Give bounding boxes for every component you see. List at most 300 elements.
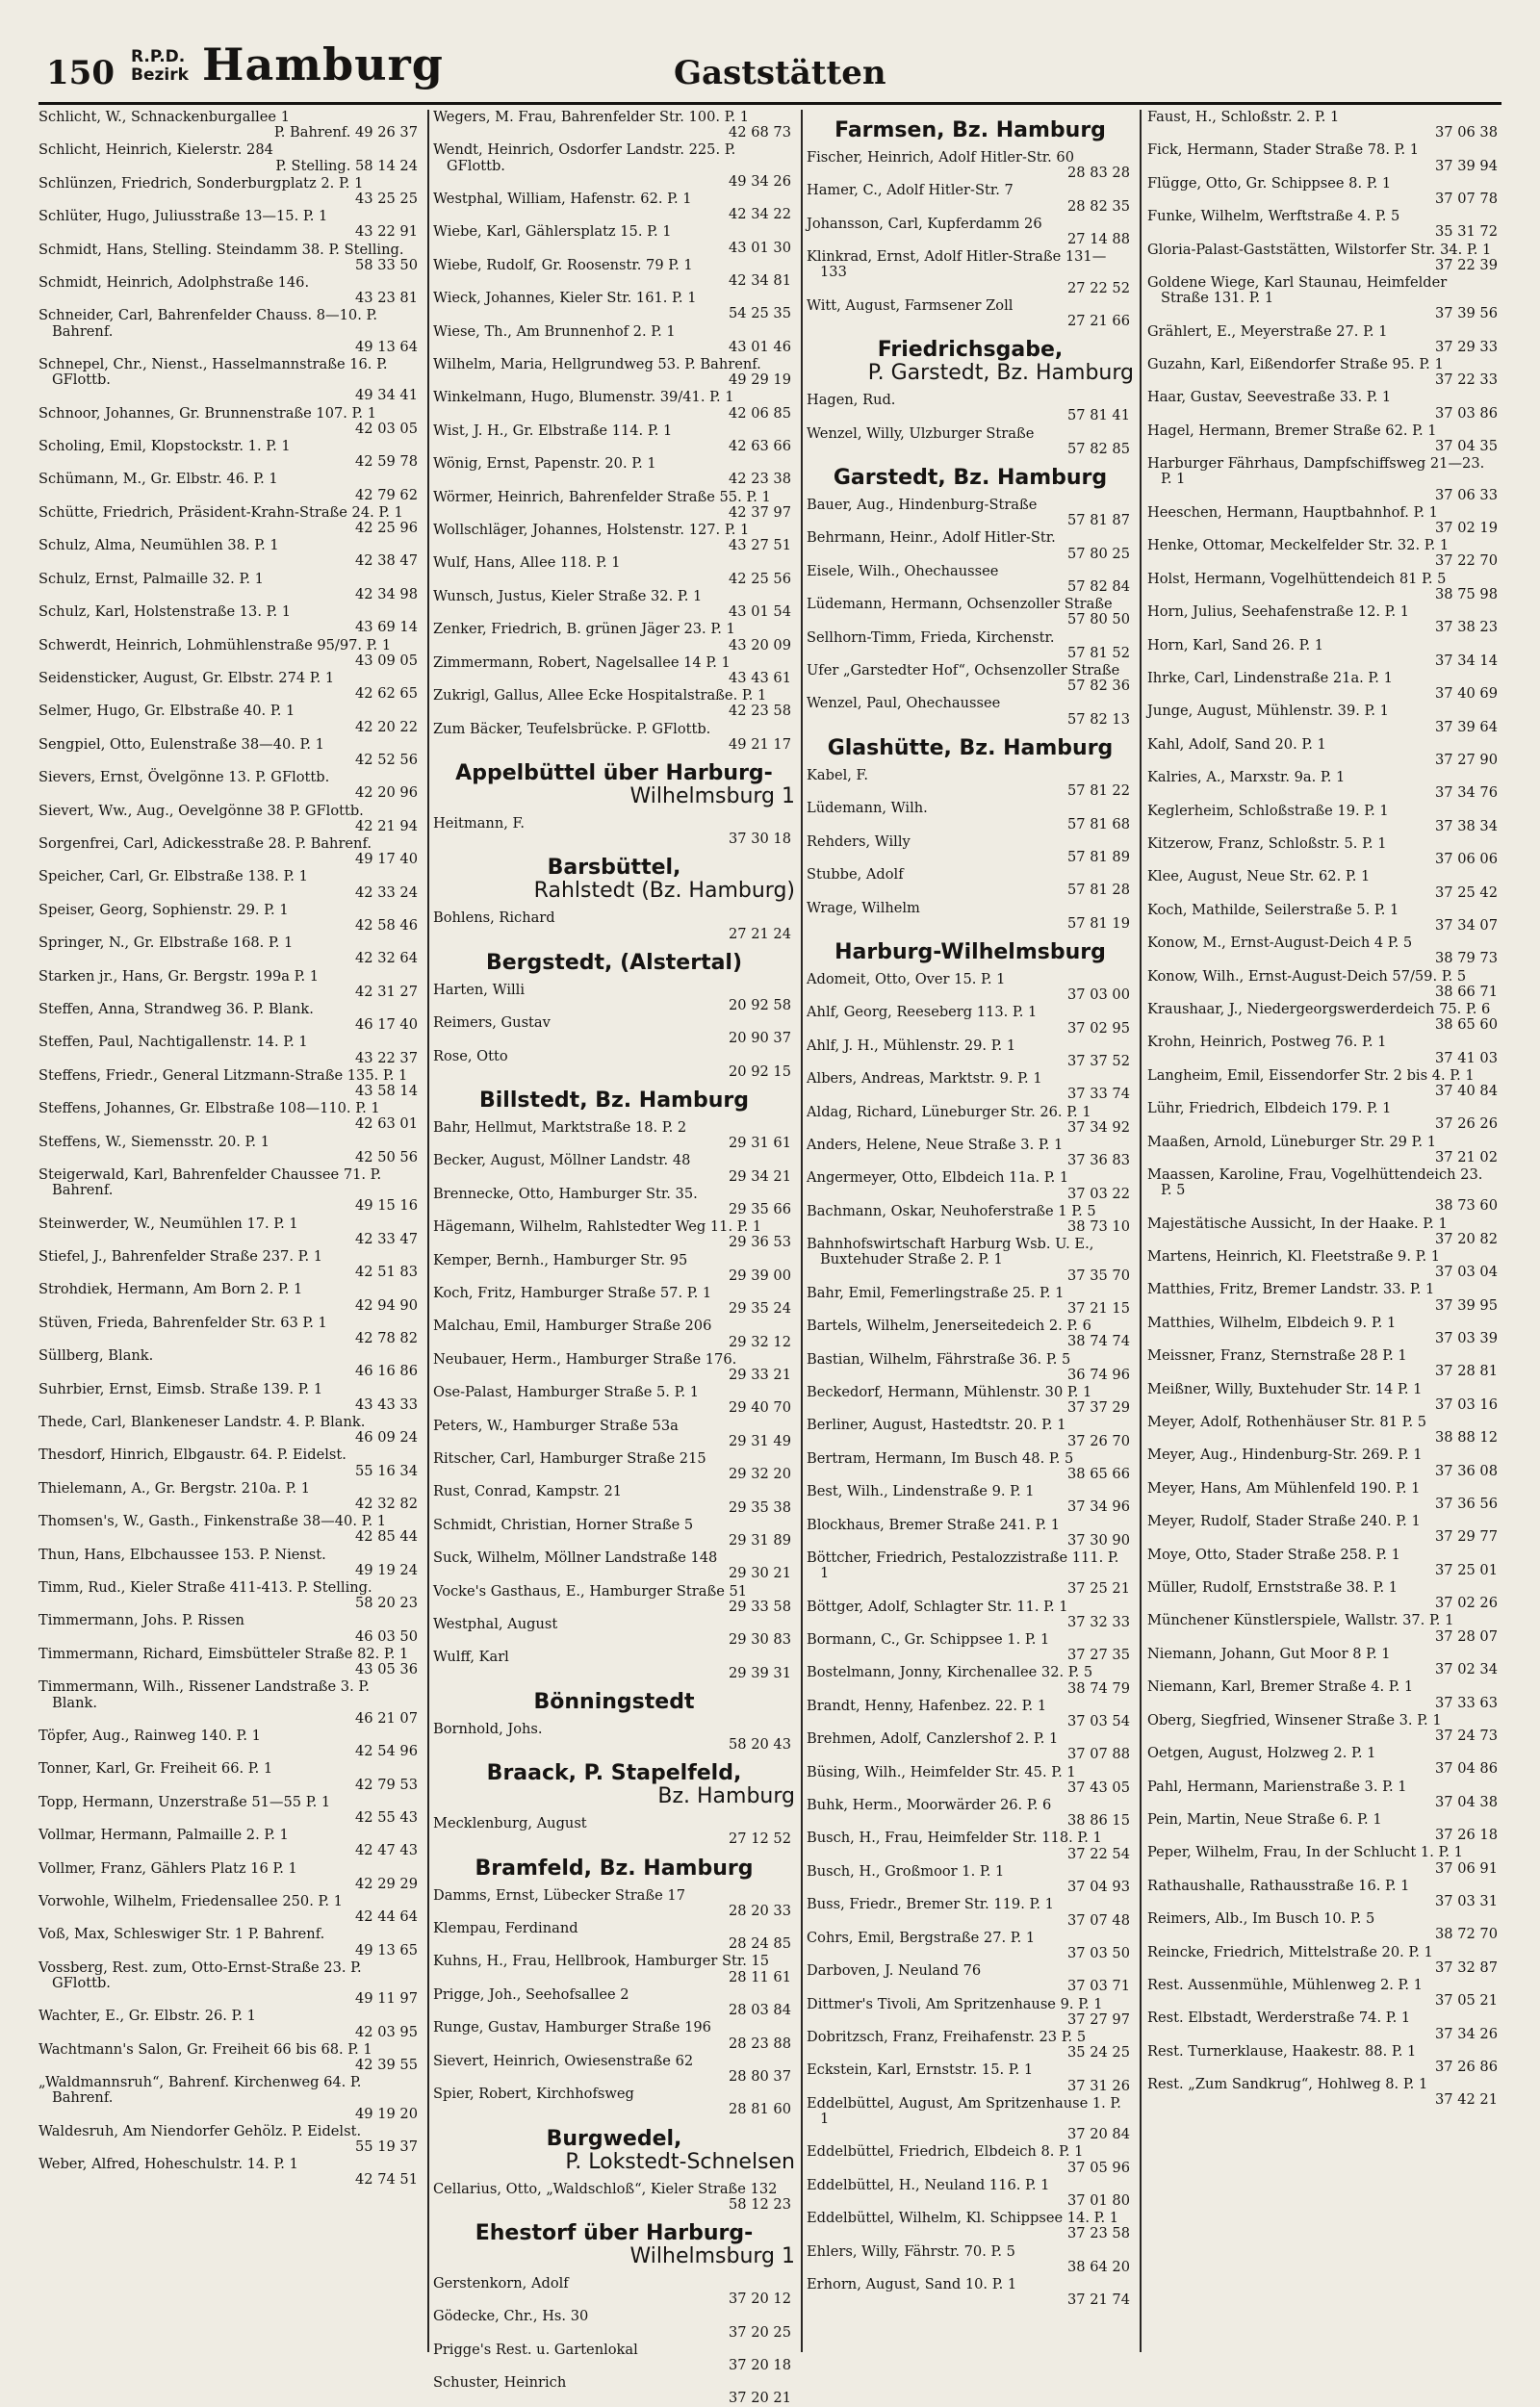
locality-name: Bergstedt, (Alstertal) xyxy=(485,950,743,975)
listing-entry xyxy=(38,1927,422,1958)
column-2 xyxy=(433,109,795,2407)
listing-name-address: Wiese, Th., Am Brunnenhof 2. P. 1 xyxy=(433,322,676,340)
listing-phone: 58 33 50 xyxy=(355,256,418,273)
listing-phone: 37 38 23 xyxy=(1435,619,1498,636)
listing-name-address: Lüdemann, Wilh. xyxy=(807,800,928,817)
listing-phone: 37 25 42 xyxy=(1435,883,1498,901)
listing-name-address: Bauer, Aug., Hindenburg-Straße xyxy=(807,497,1038,514)
listing-name-address: Henke, Ottomar, Meckelfelder Str. 32. P. 1 xyxy=(1147,537,1450,554)
listing-name-address: Rehders, Willy xyxy=(807,832,911,850)
listing-phone: 43 43 61 xyxy=(729,669,791,686)
listing-entry xyxy=(807,249,1134,296)
locality-name: Appelbüttel über Harburg- xyxy=(455,760,773,785)
listing-phone: 37 06 38 xyxy=(1435,124,1498,141)
listing-phone: 28 20 33 xyxy=(729,1902,791,1919)
listing-name-address: Cellarius, Otto, „Waldschloß“, Kieler Straße 132 xyxy=(433,2180,778,2197)
listing-name-address: Kemper, Bernh., Hamburger Str. 95 xyxy=(433,1251,688,1268)
listing-name-address: Wenzel, Paul, Ohechaussee xyxy=(807,695,1001,712)
listing-name-address: Büsing, Wilh., Heimfelder Str. 45. P. 1 xyxy=(807,1763,1076,1780)
listing-entry xyxy=(38,804,422,834)
listing-name-address: Topp, Hermann, Unzerstraße 51—55 P. 1 xyxy=(38,1793,331,1810)
listing-phone: 37 29 77 xyxy=(1435,1528,1498,1546)
locality-name: Bönningstedt xyxy=(533,1689,695,1714)
listing-name-address: Grählert, E., Meyerstraße 27. P. 1 xyxy=(1147,322,1388,340)
listing-phone: 37 06 06 xyxy=(1435,851,1498,868)
listing-phone: 49 15 16 xyxy=(355,1197,418,1215)
listing-name-address: Prigge's Rest. u. Gartenlokal xyxy=(433,2341,638,2358)
listing-phone: 29 39 00 xyxy=(729,1267,791,1284)
listing-entry xyxy=(1147,1911,1502,1942)
listing-name-address: Bahr, Emil, Femerlingstraße 25. P. 1 xyxy=(807,1284,1065,1301)
listing-name-address: Ufer „Garstedter Hof“, Ochsenzoller Straße xyxy=(807,662,1120,679)
listing-phone: 37 22 54 xyxy=(1067,1845,1130,1862)
listing-entry xyxy=(807,768,1134,799)
listing-entry xyxy=(38,406,422,437)
listing-entry xyxy=(38,1481,422,1512)
listing-phone: 42 55 43 xyxy=(355,1808,418,1826)
listing-name-address: Sievers, Ernst, Övelgönne 13. P. GFlottb. xyxy=(38,769,330,786)
listing-entry xyxy=(807,1731,1134,1762)
listing-entry xyxy=(1147,243,1502,273)
listing-name-address: Gödecke, Chr., Hs. 30 xyxy=(433,2308,589,2325)
listing-name-address: Stüven, Frieda, Bahrenfelder Str. 63 P. 1 xyxy=(38,1314,327,1331)
listing-name-address: Starken jr., Hans, Gr. Bergstr. 199a P. 1 xyxy=(38,967,320,985)
listing-name-address: Funke, Wilhelm, Werftstraße 4. P. 5 xyxy=(1147,208,1400,225)
listing-name-address: Busch, H., Frau, Heimfelder Str. 118. P. 1 xyxy=(807,1830,1102,1847)
listing-name-address: Böttger, Adolf, Schlagter Str. 11. P. 1 xyxy=(807,1598,1068,1615)
listing-phone: 37 02 19 xyxy=(1435,520,1498,537)
listing-phone: 37 34 76 xyxy=(1435,784,1498,802)
listing-name-address: Matthies, Wilhelm, Elbdeich 9. P. 1 xyxy=(1147,1314,1397,1331)
listing-phone: 43 58 14 xyxy=(355,1082,418,1099)
listing-entry xyxy=(1147,1348,1502,1379)
listing-phone: 42 32 82 xyxy=(355,1496,418,1513)
listing-phone: 42 85 44 xyxy=(355,1528,418,1546)
listing-name-address: Klinkrad, Ernst, Adolf Hitler-Straße 131—133 xyxy=(807,248,1107,281)
listing-name-address: Ahlf, J. H., Mühlenstr. 29. P. 1 xyxy=(807,1037,1016,1054)
listing-entry xyxy=(38,1035,422,1065)
listing-entry xyxy=(433,1518,795,1549)
listing-phone: 42 21 94 xyxy=(355,817,418,834)
listing-name-address: Vollmar, Hermann, Palmaille 2. P. 1 xyxy=(38,1827,289,1844)
city-title: Hamburg xyxy=(202,38,444,90)
listing-phone: 42 63 66 xyxy=(729,438,791,455)
listing-name-address: Cohrs, Emil, Bergstraße 27. P. 1 xyxy=(807,1929,1036,1946)
listing-phone: 37 26 18 xyxy=(1435,1827,1498,1844)
listing-name-address: Wönig, Ernst, Papenstr. 20. P. 1 xyxy=(433,455,656,473)
listing-entry xyxy=(38,472,422,502)
listing-name-address: Bertram, Hermann, Im Busch 48. P. 5 xyxy=(807,1449,1074,1467)
listing-entry xyxy=(1147,1481,1502,1512)
listing-name-address: Aldag, Richard, Lüneburger Str. 26. P. 1 xyxy=(807,1103,1091,1120)
listing-phone: 42 52 56 xyxy=(355,751,418,768)
listing-name-address: Junge, August, Mühlenstr. 39. P. 1 xyxy=(1147,703,1389,720)
listing-name-address: Wörmer, Heinrich, Bahrenfelder Straße 55. P. 1 xyxy=(433,488,771,505)
listing-name-address: Martens, Heinrich, Kl. Fleetstraße 9. P. 1 xyxy=(1147,1248,1441,1266)
listing-name-address: Schlünzen, Friedrich, Sonderburgplatz 2. P. 1 xyxy=(38,174,364,192)
listing-name-address: Zum Bäcker, Teufelsbrücke. P. GFlottb. xyxy=(433,720,711,737)
listing-name-address: Schümann, M., Gr. Elbstr. 46. P. 1 xyxy=(38,471,278,488)
listing-entry xyxy=(433,589,795,620)
listing-entry xyxy=(38,1613,422,1644)
listing-entry xyxy=(1147,2044,1502,2075)
locality-heading xyxy=(807,119,1134,142)
listing-name-address: Blockhaus, Bremer Straße 241. P. 1 xyxy=(807,1516,1061,1533)
listing-name-address: Eddelbüttel, Wilhelm, Kl. Schippsee 14. P. 1 xyxy=(807,2210,1119,2227)
listing-phone: 42 33 24 xyxy=(355,883,418,901)
listing-entry xyxy=(433,1722,795,1753)
listing-phone: 38 66 71 xyxy=(1435,983,1498,1000)
listing-name-address: Wendt, Heinrich, Osdorfer Landstr. 225. P. GFlottb. xyxy=(433,141,736,174)
listing-entry xyxy=(38,1415,422,1446)
listing-entry xyxy=(38,1761,422,1792)
listing-name-address: Eckstein, Karl, Ernststr. 15. P. 1 xyxy=(807,2061,1034,2079)
listing-entry xyxy=(807,867,1134,898)
listing-phone: 54 25 35 xyxy=(729,305,791,322)
listing-phone: 37 07 78 xyxy=(1435,191,1498,208)
listing-name-address: Eisele, Wilh., Ohechaussee xyxy=(807,562,999,579)
listing-name-address: Ahlf, Georg, Reeseberg 113. P. 1 xyxy=(807,1004,1038,1021)
listing-entry xyxy=(1147,935,1502,966)
listing-name-address: Bahnhofswirtschaft Harburg Wsb. U. E., Buxtehuder Straße 2. P. 1 xyxy=(807,1236,1094,1268)
listing-phone: 37 20 84 xyxy=(1067,2126,1130,2143)
listing-name-address: Keglerheim, Schloßstraße 19. P. 1 xyxy=(1147,802,1389,819)
listing-entry xyxy=(38,110,422,141)
listing-phone: 42 03 95 xyxy=(355,2023,418,2040)
listing-entry xyxy=(1147,1548,1502,1578)
listing-name-address: Koch, Mathilde, Seilerstraße 5. P. 1 xyxy=(1147,901,1399,918)
locality-heading xyxy=(807,467,1134,490)
listing-name-address: Kitzerow, Franz, Schloßstr. 5. P. 1 xyxy=(1147,834,1387,852)
listing-name-address: Rest. Turnerklause, Haakestr. 88. P. 1 xyxy=(1147,2042,1417,2060)
listing-name-address: Maassen, Karoline, Frau, Vogelhüttendeich 23. P. 5 xyxy=(1147,1166,1483,1199)
listing-entry xyxy=(433,1187,795,1217)
listing-phone: 49 13 64 xyxy=(355,338,418,355)
listing-phone: 42 59 78 xyxy=(355,453,418,471)
listing-entry xyxy=(1147,1978,1502,2009)
listing-entry xyxy=(433,224,795,255)
listing-entry xyxy=(38,243,422,273)
column-divider xyxy=(427,110,429,2352)
listing-entry xyxy=(433,2020,795,2051)
listing-phone: 42 20 22 xyxy=(355,718,418,735)
listing-entry xyxy=(1147,572,1502,602)
listing-phone: 42 03 05 xyxy=(355,420,418,437)
listing-entry xyxy=(433,1954,795,1984)
locality-heading xyxy=(433,1762,795,1808)
listing-phone: 37 39 95 xyxy=(1435,1296,1498,1314)
listing-name-address: Meyer, Aug., Hindenburg-Str. 269. P. 1 xyxy=(1147,1447,1423,1464)
listing-phone: 46 09 24 xyxy=(355,1429,418,1447)
listing-name-address: Mecklenburg, August xyxy=(433,1815,587,1832)
listing-name-address: Eddelbüttel, August, Am Spritzenhause 1. P. 1 xyxy=(807,2094,1121,2127)
listing-name-address: Schwerdt, Heinrich, Lohmühlenstraße 95/97. P. 1 xyxy=(38,636,392,653)
listing-entry xyxy=(433,1484,795,1515)
listing-entry xyxy=(433,1153,795,1184)
listing-entry xyxy=(807,530,1134,561)
listing-name-address: Zimmermann, Robert, Nagelsallee 14 P. 1 xyxy=(433,653,731,671)
listing-phone: 28 81 60 xyxy=(729,2101,791,2118)
listing-name-address: Schlicht, W., Schnackenburgallee 1 xyxy=(38,109,290,125)
listing-name-address: Meißner, Willy, Buxtehuder Str. 14 P. 1 xyxy=(1147,1380,1423,1397)
listing-phone: 42 74 51 xyxy=(355,2171,418,2189)
listing-entry xyxy=(38,1960,422,2008)
locality-name: Bramfeld, Bz. Hamburg xyxy=(475,1856,754,1881)
listing-name-address: Neubauer, Herm., Hamburger Straße 176. xyxy=(433,1350,737,1368)
listing-entry xyxy=(38,1795,422,1826)
listing-phone: 37 33 74 xyxy=(1067,1086,1130,1103)
listing-phone: 37 20 12 xyxy=(729,2291,791,2308)
listing-name-address: Kahl, Adolf, Sand 20. P. 1 xyxy=(1147,735,1326,753)
listing-name-address: Harburger Fährhaus, Dampfschiffsweg 21—23. P. 1 xyxy=(1147,455,1485,488)
listing-entry xyxy=(433,2309,795,2340)
listing-phone: 37 07 48 xyxy=(1067,1911,1130,1929)
listing-phone: 57 81 41 xyxy=(1067,407,1130,424)
listing-phone: 28 03 84 xyxy=(729,2002,791,2019)
listing-entry xyxy=(1147,390,1502,421)
listing-name-address: Vorwohle, Wilhelm, Friedensallee 250. P. 1 xyxy=(38,1892,343,1909)
listing-entry xyxy=(807,426,1134,457)
listing-entry xyxy=(1147,1002,1502,1033)
locality-name: Harburg-Wilhelmsburg xyxy=(834,939,1106,964)
listing-name-address: Becker, August, Möllner Landstr. 48 xyxy=(433,1152,691,1169)
listing-entry xyxy=(1147,737,1502,768)
listing-name-address: Selmer, Hugo, Gr. Elbstraße 40. P. 1 xyxy=(38,703,295,720)
listing-name-address: Scholing, Emil, Klopstockstr. 1. P. 1 xyxy=(38,438,291,455)
listing-phone: 42 50 56 xyxy=(355,1148,418,1165)
listing-entry xyxy=(38,2009,422,2039)
listing-phone: 37 27 35 xyxy=(1067,1647,1130,1664)
listing-entry xyxy=(807,1451,1134,1482)
listing-name-address: Rest. Elbstadt, Werderstraße 74. P. 1 xyxy=(1147,2010,1411,2027)
header-rule xyxy=(38,102,1502,105)
rpd-line-1: R.P.D. xyxy=(131,47,186,66)
listing-phone: 37 03 39 xyxy=(1435,1330,1498,1347)
listing-entry xyxy=(807,972,1134,1003)
listing-phone: 46 16 86 xyxy=(355,1363,418,1380)
listing-name-address: Best, Wilh., Lindenstraße 9. P. 1 xyxy=(807,1483,1035,1500)
listing-entry xyxy=(1147,1746,1502,1777)
listing-entry xyxy=(38,1514,422,1545)
listing-entry xyxy=(1147,1812,1502,1843)
listing-entry xyxy=(1147,604,1502,635)
listing-name-address: Thun, Hans, Elbchaussee 153. P. Nienst. xyxy=(38,1546,326,1563)
listing-name-address: Sorgenfrei, Carl, Adickesstraße 28. P. Bahrenf. xyxy=(38,834,372,852)
listing-phone: 57 81 19 xyxy=(1067,914,1130,932)
listing-name-address: Adomeit, Otto, Over 15. P. 1 xyxy=(807,970,1006,987)
listing-name-address: Stiefel, J., Bahrenfelder Straße 237. P. 1 xyxy=(38,1248,323,1266)
listing-entry xyxy=(38,671,422,702)
listing-name-address: Dittmer's Tivoli, Am Spritzenhause 9. P. 1 xyxy=(807,1995,1103,2012)
listing-phone: 28 82 35 xyxy=(1067,197,1130,215)
listing-phone: 42 37 97 xyxy=(729,503,791,521)
listing-entry xyxy=(807,901,1134,932)
listing-phone: 37 20 18 xyxy=(729,2356,791,2373)
listing-entry xyxy=(38,770,422,801)
listing-entry xyxy=(433,1253,795,1284)
locality-heading xyxy=(807,941,1134,964)
listing-phone: 42 62 65 xyxy=(355,685,418,703)
listing-name-address: Brehmen, Adolf, Canzlershof 2. P. 1 xyxy=(807,1730,1059,1748)
listing-phone: 29 36 53 xyxy=(729,1234,791,1251)
page-header xyxy=(38,35,1502,102)
listing-phone: 29 40 70 xyxy=(729,1399,791,1417)
locality-heading xyxy=(433,2128,795,2174)
column-3 xyxy=(807,110,1134,2362)
listing-entry xyxy=(433,1584,795,1615)
listing-entry xyxy=(433,324,795,355)
listing-phone: 37 43 05 xyxy=(1067,1779,1130,1796)
listing-entry xyxy=(1147,1514,1502,1545)
listing-name-address: Schneider, Carl, Bahrenfelder Chauss. 8—10. P. Bahrenf. xyxy=(38,307,377,340)
listing-phone: 42 58 46 xyxy=(355,916,418,934)
listing-entry xyxy=(1147,2077,1502,2108)
listing-phone: 29 33 58 xyxy=(729,1598,791,1615)
listing-name-address: Wulf, Hans, Allee 118. P. 1 xyxy=(433,554,621,572)
listing-name-address: Prigge, Joh., Seehofsallee 2 xyxy=(433,1985,629,2003)
listing-phone: 37 31 26 xyxy=(1067,2077,1130,2094)
listing-name-address: Konow, Wilh., Ernst-August-Deich 57/59. P. 5 xyxy=(1147,967,1467,985)
listing-name-address: Wiebe, Rudolf, Gr. Roosenstr. 79 P. 1 xyxy=(433,256,693,273)
listing-entry xyxy=(38,903,422,934)
listing-entry xyxy=(433,1120,795,1151)
listing-name-address: Holst, Hermann, Vogelhüttendeich 81 P. 5 xyxy=(1147,570,1447,587)
locality-heading xyxy=(433,762,795,808)
listing-name-address: Ritscher, Carl, Hamburger Straße 215 xyxy=(433,1450,706,1468)
listing-entry xyxy=(807,298,1134,329)
listing-entry xyxy=(1147,770,1502,801)
listing-entry xyxy=(1147,638,1502,669)
locality-name: Ehestorf über Harburg- xyxy=(475,2220,754,2245)
listing-entry xyxy=(433,1015,795,1046)
listing-entry xyxy=(38,1828,422,1858)
listing-name-address: Meyer, Hans, Am Mühlenfeld 190. P. 1 xyxy=(1147,1479,1421,1497)
listing-name-address: Heeschen, Hermann, Hauptbahnhof. P. 1 xyxy=(1147,503,1438,521)
listing-name-address: Timmermann, Richard, Eimsbütteler Straße 82. P. 1 xyxy=(38,1645,409,1662)
listing-phone: 37 21 02 xyxy=(1435,1148,1498,1165)
listing-entry xyxy=(38,836,422,867)
listing-phone: 37 04 35 xyxy=(1435,438,1498,455)
listing-phone: 37 27 97 xyxy=(1067,2010,1130,2028)
listing-phone: 37 28 81 xyxy=(1435,1363,1498,1380)
listing-phone: 37 21 74 xyxy=(1067,2292,1130,2309)
listing-phone: 49 11 97 xyxy=(355,1990,418,2008)
listing-entry xyxy=(433,1219,795,1250)
listing-entry xyxy=(807,1105,1134,1136)
listing-entry xyxy=(38,209,422,240)
listing-name-address: Gloria-Palast-Gaststätten, Wilstorfer Str. 34. P. 1 xyxy=(1147,241,1492,258)
rpd-line-2: Bezirk xyxy=(131,65,189,85)
listing-name-address: Springer, N., Gr. Elbstraße 168. P. 1 xyxy=(38,935,294,952)
listing-phone: 38 73 10 xyxy=(1067,1217,1130,1235)
listing-entry xyxy=(807,1550,1134,1598)
listing-phone: 42 51 83 xyxy=(355,1264,418,1281)
listing-entry xyxy=(1147,1282,1502,1313)
listing-entry xyxy=(433,523,795,553)
listing-name-address: Münchener Künstlerspiele, Wallstr. 37. P. 1 xyxy=(1147,1612,1454,1629)
listing-phone: 57 81 87 xyxy=(1067,512,1130,529)
locality-heading xyxy=(433,857,795,903)
listing-name-address: Thede, Carl, Blankeneser Landstr. 4. P. Blank. xyxy=(38,1414,366,1431)
listing-phone: 37 32 33 xyxy=(1067,1613,1130,1630)
listing-entry xyxy=(807,1518,1134,1549)
listing-entry xyxy=(433,2182,795,2213)
listing-name-address: Eddelbüttel, Friedrich, Elbdeich 8. P. 1 xyxy=(807,2143,1084,2161)
listing-entry xyxy=(807,597,1134,627)
listing-phone: 37 38 34 xyxy=(1435,817,1498,834)
listing-name-address: Spier, Robert, Kirchhofsweg xyxy=(433,2086,634,2103)
listing-phone: 37 34 92 xyxy=(1067,1118,1130,1136)
listing-entry xyxy=(807,1600,1134,1630)
listing-phone: 57 82 36 xyxy=(1067,678,1130,695)
listing-name-address: Runge, Gustav, Hamburger Straße 196 xyxy=(433,2019,711,2036)
listing-entry xyxy=(38,1002,422,1033)
listing-entry xyxy=(807,1071,1134,1102)
listing-phone: 37 34 96 xyxy=(1067,1498,1130,1516)
listing-phone: 49 17 40 xyxy=(355,851,418,868)
locality-subname: P. Garstedt, Bz. Hamburg xyxy=(867,361,1134,386)
listing-name-address: Speiser, Georg, Sophienstr. 29. P. 1 xyxy=(38,901,289,918)
listing-phone: 43 01 54 xyxy=(729,603,791,621)
listing-phone: 42 23 38 xyxy=(729,471,791,488)
listing-phone: 37 30 90 xyxy=(1067,1531,1130,1549)
column-4 xyxy=(1147,110,1502,2362)
locality-heading xyxy=(433,2222,795,2268)
listing-phone: 37 06 33 xyxy=(1435,486,1498,503)
listing-entry xyxy=(807,2277,1134,2308)
listing-entry xyxy=(807,1005,1134,1036)
listing-entry xyxy=(1147,671,1502,702)
listing-name-address: Wiebe, Karl, Gählersplatz 15. P. 1 xyxy=(433,223,672,241)
listing-phone: 29 31 49 xyxy=(729,1432,791,1449)
listing-phone: 42 44 64 xyxy=(355,1908,418,1926)
listing-entry xyxy=(807,1418,1134,1448)
listing-phone: 42 25 96 xyxy=(355,520,418,537)
listing-entry xyxy=(1147,176,1502,207)
listing-entry xyxy=(38,2124,422,2155)
listing-name-address: Guzahn, Karl, Eißendorfer Straße 95. P. 1 xyxy=(1147,356,1444,373)
listing-entry xyxy=(38,1068,422,1099)
listing-name-address: Peters, W., Hamburger Straße 53a xyxy=(433,1417,679,1434)
listing-entry xyxy=(807,2144,1134,2175)
listing-entry xyxy=(1147,903,1502,934)
listing-entry xyxy=(1147,142,1502,173)
listing-name-address: Bachmann, Oskar, Neuhoferstraße 1 P. 5 xyxy=(807,1202,1096,1219)
listing-entry xyxy=(38,1282,422,1313)
listing-entry xyxy=(1147,1316,1502,1346)
locality-heading xyxy=(807,737,1134,760)
listing-entry xyxy=(807,1385,1134,1416)
listing-name-address: Bohlens, Richard xyxy=(433,909,555,927)
listing-phone: 37 05 21 xyxy=(1435,1992,1498,2010)
listing-entry xyxy=(1147,1382,1502,1413)
listing-name-address: Süllberg, Blank. xyxy=(38,1347,154,1365)
listing-name-address: Böttcher, Friedrich, Pestalozzistraße 111. P. 1 xyxy=(807,1549,1119,1582)
listing-entry xyxy=(38,1135,422,1165)
listing-name-address: „Waldmannsruh“, Bahrenf. Kirchenweg 64. P. Bahrenf. xyxy=(38,2074,362,2107)
listing-name-address: Johansson, Carl, Kupferdamm 26 xyxy=(807,215,1042,232)
listing-phone: 49 13 65 xyxy=(355,1941,418,1959)
listing-entry xyxy=(38,1861,422,1892)
listing-entry xyxy=(807,1963,1134,1994)
listing-entry xyxy=(807,1237,1134,1284)
listing-name-address: Wrage, Wilhelm xyxy=(807,899,920,916)
listing-entry xyxy=(38,1101,422,1132)
section-title: Gaststätten xyxy=(674,54,886,92)
listing-name-address: Schulz, Ernst, Palmaille 32. P. 1 xyxy=(38,570,264,587)
listing-name-address: Niemann, Karl, Bremer Straße 4. P. 1 xyxy=(1147,1678,1414,1696)
listing-phone: 37 03 00 xyxy=(1067,986,1130,1004)
